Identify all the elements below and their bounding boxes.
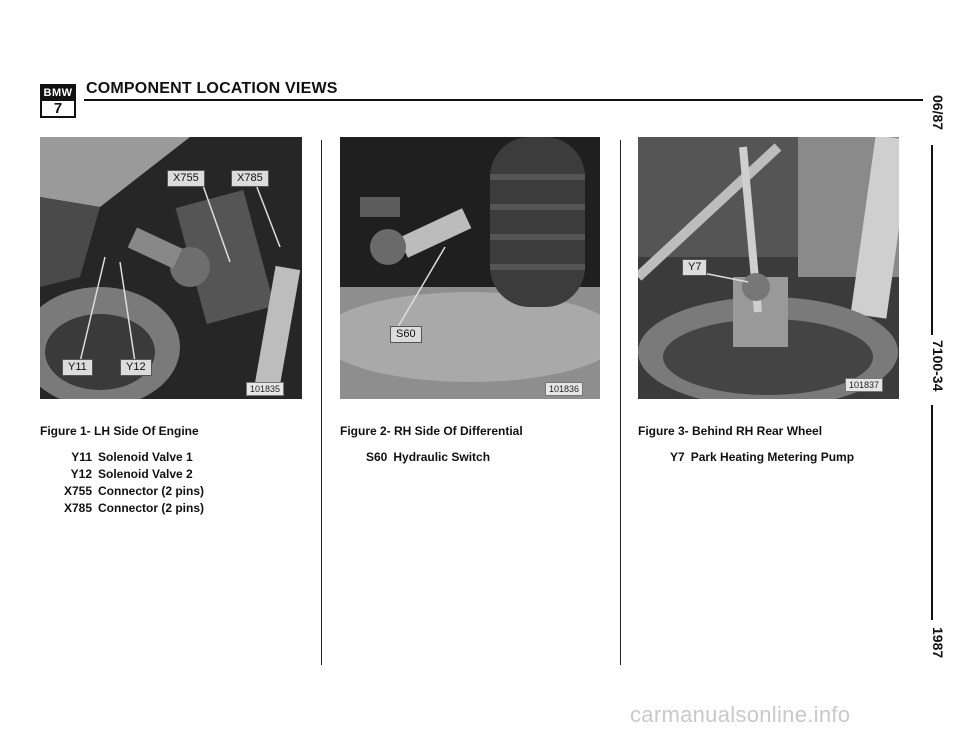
- legend-description: Connector (2 pins): [98, 501, 205, 515]
- legend-item: [56, 466, 204, 483]
- header-rule: [84, 99, 923, 101]
- legend-code: X755: [63, 484, 92, 498]
- page-title: COMPONENT LOCATION VIEWS: [86, 80, 338, 97]
- watermark: carmanualsonline.info: [630, 702, 851, 727]
- column-divider-2: [620, 140, 621, 665]
- figure-2-legend: [366, 449, 490, 466]
- figure-1-photo: [40, 137, 302, 399]
- figure-1-caption: Figure 1- LH Side Of Engine: [40, 424, 199, 438]
- figure-3-legend: [670, 449, 854, 466]
- figure-2-photo: [340, 137, 600, 399]
- legend-code: Y12: [70, 467, 92, 481]
- side-date: 06/87: [930, 95, 946, 131]
- callout-s60: S60: [390, 326, 422, 343]
- side-section-number: 7100-34: [930, 340, 946, 392]
- legend-description: Connector (2 pins): [98, 484, 205, 498]
- bmw-7-series-logo: [40, 84, 76, 118]
- figure-3-caption: Figure 3- Behind RH Rear Wheel: [638, 424, 823, 438]
- photo-number: 101835: [246, 382, 284, 396]
- legend-item: [56, 449, 204, 466]
- legend-item: [56, 483, 204, 500]
- photo-number: 101836: [545, 382, 583, 396]
- side-rule-2: [931, 405, 933, 620]
- callout-x785: X785: [231, 170, 269, 187]
- side-year: 1987: [930, 627, 946, 659]
- legend-description: Hydraulic Switch: [393, 450, 491, 464]
- column-divider-1: [321, 140, 322, 665]
- legend-code: X785: [63, 501, 92, 515]
- legend-code: Y7: [670, 450, 685, 464]
- callout-x755: X755: [167, 170, 205, 187]
- legend-item: [366, 449, 490, 466]
- figure-3-photo: [638, 137, 899, 399]
- legend-code: Y11: [71, 450, 92, 464]
- callout-y11: Y11: [62, 359, 93, 376]
- legend-code: S60: [366, 450, 388, 464]
- figure-1-legend: [56, 449, 204, 517]
- legend-item: [56, 500, 204, 517]
- legend-description: Park Heating Metering Pump: [690, 450, 855, 464]
- legend-item: [670, 449, 854, 466]
- legend-description: Solenoid Valve 1: [98, 450, 193, 464]
- photo-number: 101837: [845, 378, 883, 392]
- side-rule-1: [931, 145, 933, 335]
- logo-series: 7: [53, 100, 63, 117]
- logo-brand: BMW: [43, 87, 73, 99]
- legend-description: Solenoid Valve 2: [98, 467, 193, 481]
- callout-y12: Y12: [120, 359, 152, 376]
- callout-y7: Y7: [682, 259, 707, 276]
- figure-2-caption: Figure 2- RH Side Of Differential: [340, 424, 523, 438]
